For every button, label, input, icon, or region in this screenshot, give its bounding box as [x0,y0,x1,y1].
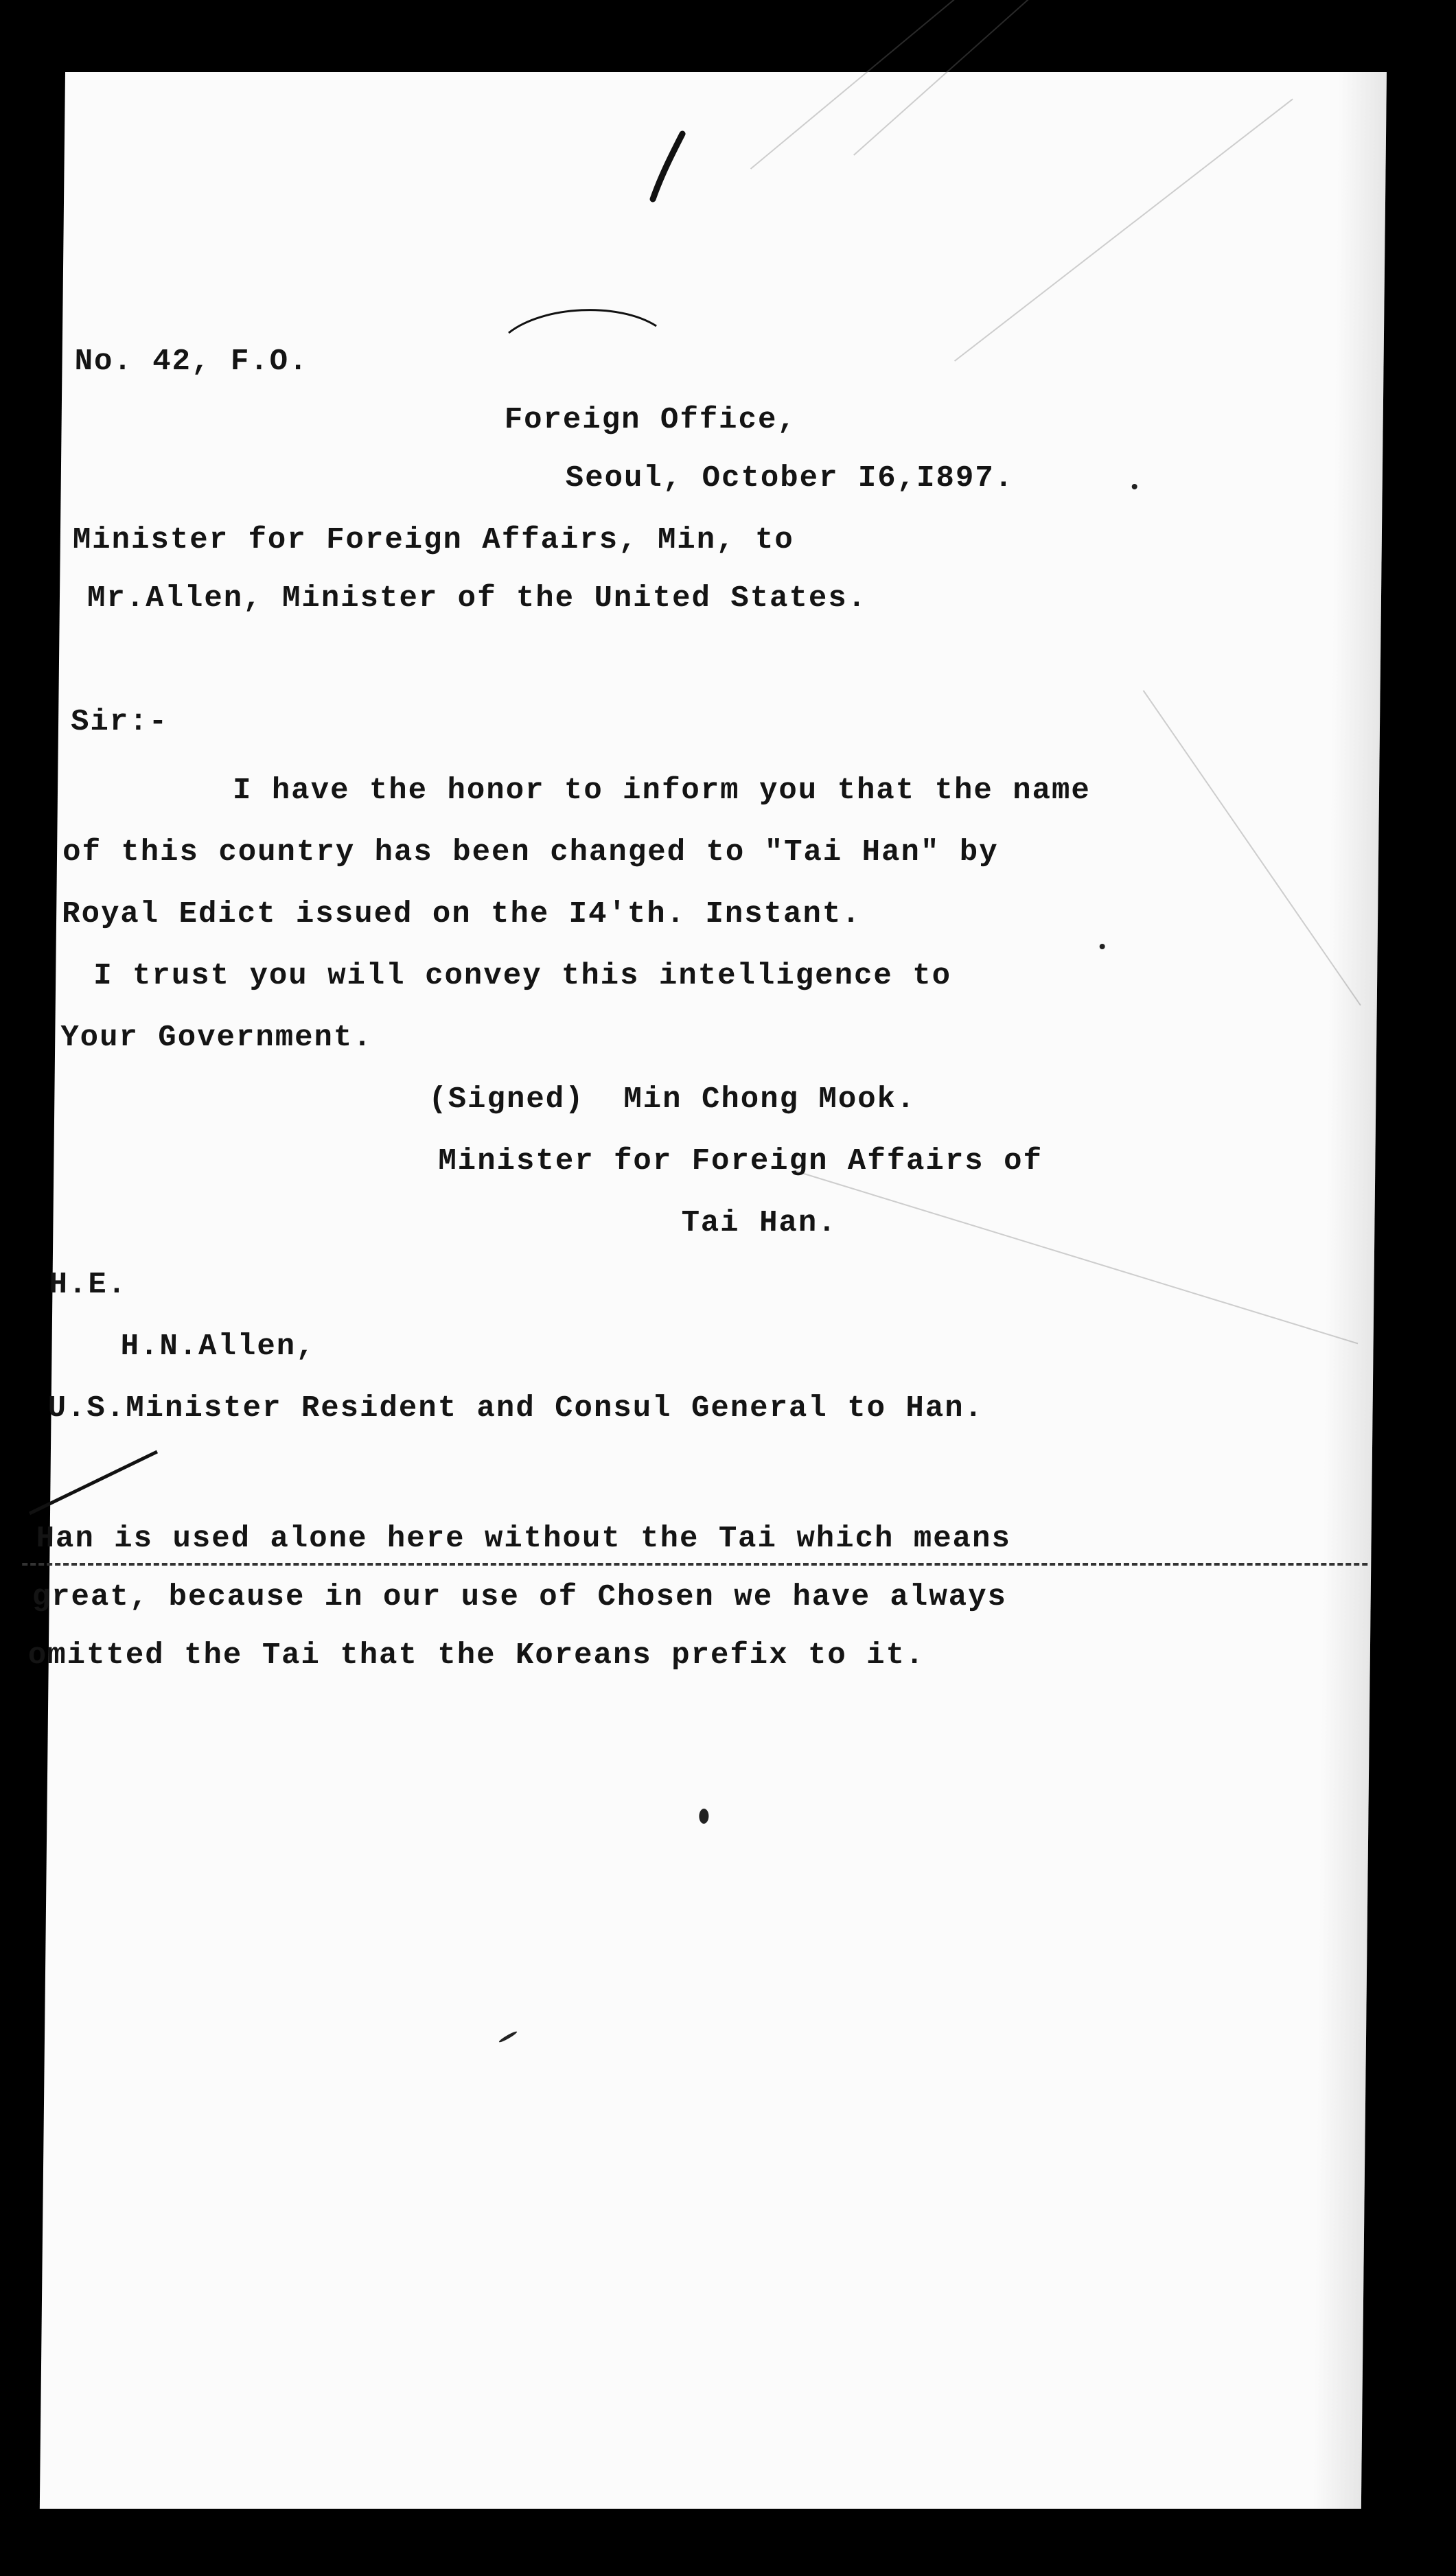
body-line: of this country has been changed to "Tai Han" by [62,835,999,870]
recipient-line: Mr.Allen, Minister of the United States. [86,581,868,616]
note-line: great, because in our use of Chosen we have always [32,1580,1008,1614]
pen-slash-mark [26,1445,164,1520]
ink-speck [1100,944,1105,949]
body-line: I trust you will convey this intelligence to [93,959,952,993]
scan-streak [954,99,1293,362]
underline-smear [22,1563,1367,1566]
pen-arc-mark [502,299,667,340]
document-page [27,72,1387,2509]
scan-streak [750,0,1186,170]
signature: (Signed) Min Chong Mook. [428,1082,916,1117]
ink-speck [699,1809,708,1824]
sender-line: Minister for Foreign Affairs, Min, to [72,523,795,557]
page-edge-shading [1313,72,1387,2509]
scan-streak [795,1170,1358,1344]
note-line: omitted the Tai that the Koreans prefix to it. [27,1638,925,1673]
body-line: Your Government. [60,1021,373,1055]
addressee-name: H.N.Allen, [120,1330,316,1364]
office-name: Foreign Office, [504,403,798,437]
place-date: Seoul, October I6,I897. [565,461,1015,496]
scan-streak [853,0,1245,156]
body-line: Royal Edict issued on the I4'th. Instant. [61,897,862,931]
pen-stroke-mark [640,127,696,209]
signer-country: Tai Han. [681,1206,837,1240]
salutation: Sir:- [70,705,169,739]
signer-title: Minister for Foreign Affairs of [438,1144,1043,1179]
ink-speck [1132,484,1137,489]
note-line: Han is used alone here without the Tai which means [36,1522,1012,1556]
body-line: I have the honor to inform you that the name [232,774,1091,808]
ink-speck [498,2030,518,2043]
reference-number: No. 42, F.O. [74,345,309,379]
addressee-honorific: H.E. [49,1268,128,1302]
addressee-title: U.S.Minister Resident and Consul General to Han. [47,1391,984,1426]
scan-streak [1143,690,1361,1006]
